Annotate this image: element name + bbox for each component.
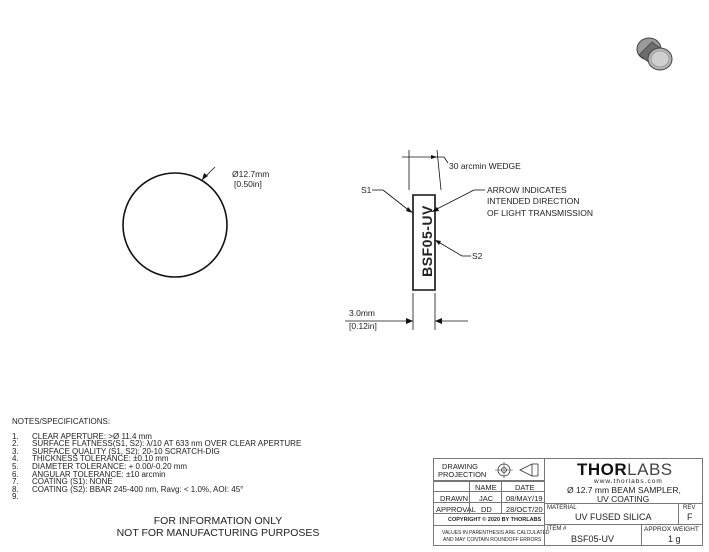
note-item — [12, 486, 301, 494]
note-number: 5. — [12, 461, 19, 471]
note-text: ANGULAR TOLERANCE: ±10 arcmin — [32, 469, 166, 479]
note-number: 9. — [12, 492, 19, 502]
name-header: NAME — [475, 483, 497, 492]
notes-header: NOTES/SPECIFICATIONS: — [12, 417, 111, 426]
note-number: 2. — [12, 439, 19, 449]
diameter-label: Ø12.7mm — [232, 169, 270, 179]
material-label: MATERIAL — [547, 505, 577, 511]
note-item — [12, 493, 301, 501]
approval-date: 28/OCT/20 — [506, 505, 543, 514]
roundoff-line-2: AND MAY CONTAIN ROUNDOFF ERRORS — [443, 537, 542, 543]
note-text: SURFACE QUALITY (S1, S2): 20-10 SCRATCH-DIG — [32, 446, 220, 456]
projection-line-1: DRAWING — [442, 462, 478, 471]
roundoff-line-1: VALUES IN PARENTHESIS ARE CALCULATED — [442, 530, 550, 536]
copyright-text: COPYRIGHT © 2020 BY THORLABS — [448, 517, 542, 523]
roundoff-cell — [433, 525, 550, 546]
rev-value: F — [687, 512, 693, 522]
logo-main: THOR — [577, 460, 628, 479]
note-number: 4. — [12, 454, 19, 464]
drawn-name: JAC — [479, 494, 494, 503]
front-view — [115, 165, 240, 290]
logo-cell — [544, 458, 703, 504]
logo-sub: LABS — [627, 460, 673, 479]
engraving-text: BSF05-UV — [419, 205, 435, 277]
part-3d-thumbnail — [630, 30, 674, 74]
description-line-2: UV COATING — [597, 494, 650, 504]
projection-cell — [433, 458, 545, 481]
note-text: CLEAR APERTURE: >Ø 11.4 mm — [32, 431, 152, 441]
arrow-note-line-1: ARROW INDICATES — [487, 185, 567, 195]
weight-label: APPROX WEIGHT — [644, 526, 699, 533]
item-label: ITEM # — [547, 526, 567, 532]
note-text: SURFACE FLATNESS(S1, S2): λ/10 AT 633 nm OVER CLEAR APERTURE — [32, 439, 302, 449]
drawn-label: DRAWN — [440, 494, 469, 503]
diameter-label-in: [0.50in] — [234, 179, 262, 189]
disclaimer-line-2: NOT FOR MANUFACTURING PURPOSES — [116, 526, 320, 539]
s2-label: S2 — [472, 251, 483, 261]
material-cell — [544, 503, 679, 525]
side-view — [340, 145, 540, 335]
disclaimer — [108, 516, 328, 539]
rev-cell — [678, 503, 703, 525]
thickness-label: 3.0mm — [349, 308, 375, 318]
note-text: THICKNESS TOLERANCE: ±0.10 mm — [32, 454, 169, 464]
title-block — [433, 458, 703, 546]
weight-value: 1 g — [668, 534, 681, 544]
drawn-date: 08/MAY/19 — [506, 494, 543, 503]
projection-line-2: PROJECTION — [438, 470, 487, 479]
notes-block — [12, 418, 301, 501]
projection-symbol-icon — [492, 461, 542, 479]
material-value: UV FUSED SILICA — [575, 512, 652, 522]
note-number: 8. — [12, 484, 19, 494]
description-line-1: Ø 12.7 mm BEAM SAMPLER, — [567, 485, 681, 495]
approval-label: APPROVAL — [436, 505, 476, 514]
note-text: COATING (S2): BBAR 245-400 nm, Ravg: < 1.0%, AOI: 45° — [32, 484, 244, 494]
note-number: 6. — [12, 469, 19, 479]
note-number: 1. — [12, 431, 19, 441]
note-text: COATING (S1): NONE — [32, 477, 113, 487]
arrow-note-line-3: OF LIGHT TRANSMISSION — [487, 208, 593, 218]
date-header: DATE — [515, 483, 535, 492]
weight-cell — [641, 524, 703, 546]
arrow-note-line-2: INTENDED DIRECTION — [487, 196, 580, 206]
wedge-label: 30 arcmin WEDGE — [449, 161, 521, 171]
website-text: www.thorlabs.com — [594, 478, 663, 485]
note-number: 7. — [12, 477, 19, 487]
thorlabs-logo — [577, 460, 673, 480]
disclaimer-line-1: FOR INFORMATION ONLY — [153, 515, 283, 527]
rev-label: REV — [683, 505, 696, 511]
note-number: 3. — [12, 446, 19, 456]
approval-name: DD — [481, 505, 492, 514]
item-cell — [544, 524, 642, 546]
s1-label: S1 — [361, 185, 372, 195]
item-value: BSF05-UV — [571, 534, 615, 544]
note-text: DIAMETER TOLERANCE: + 0.00/-0.20 mm — [32, 461, 188, 471]
thickness-label-in: [0.12in] — [349, 321, 377, 331]
